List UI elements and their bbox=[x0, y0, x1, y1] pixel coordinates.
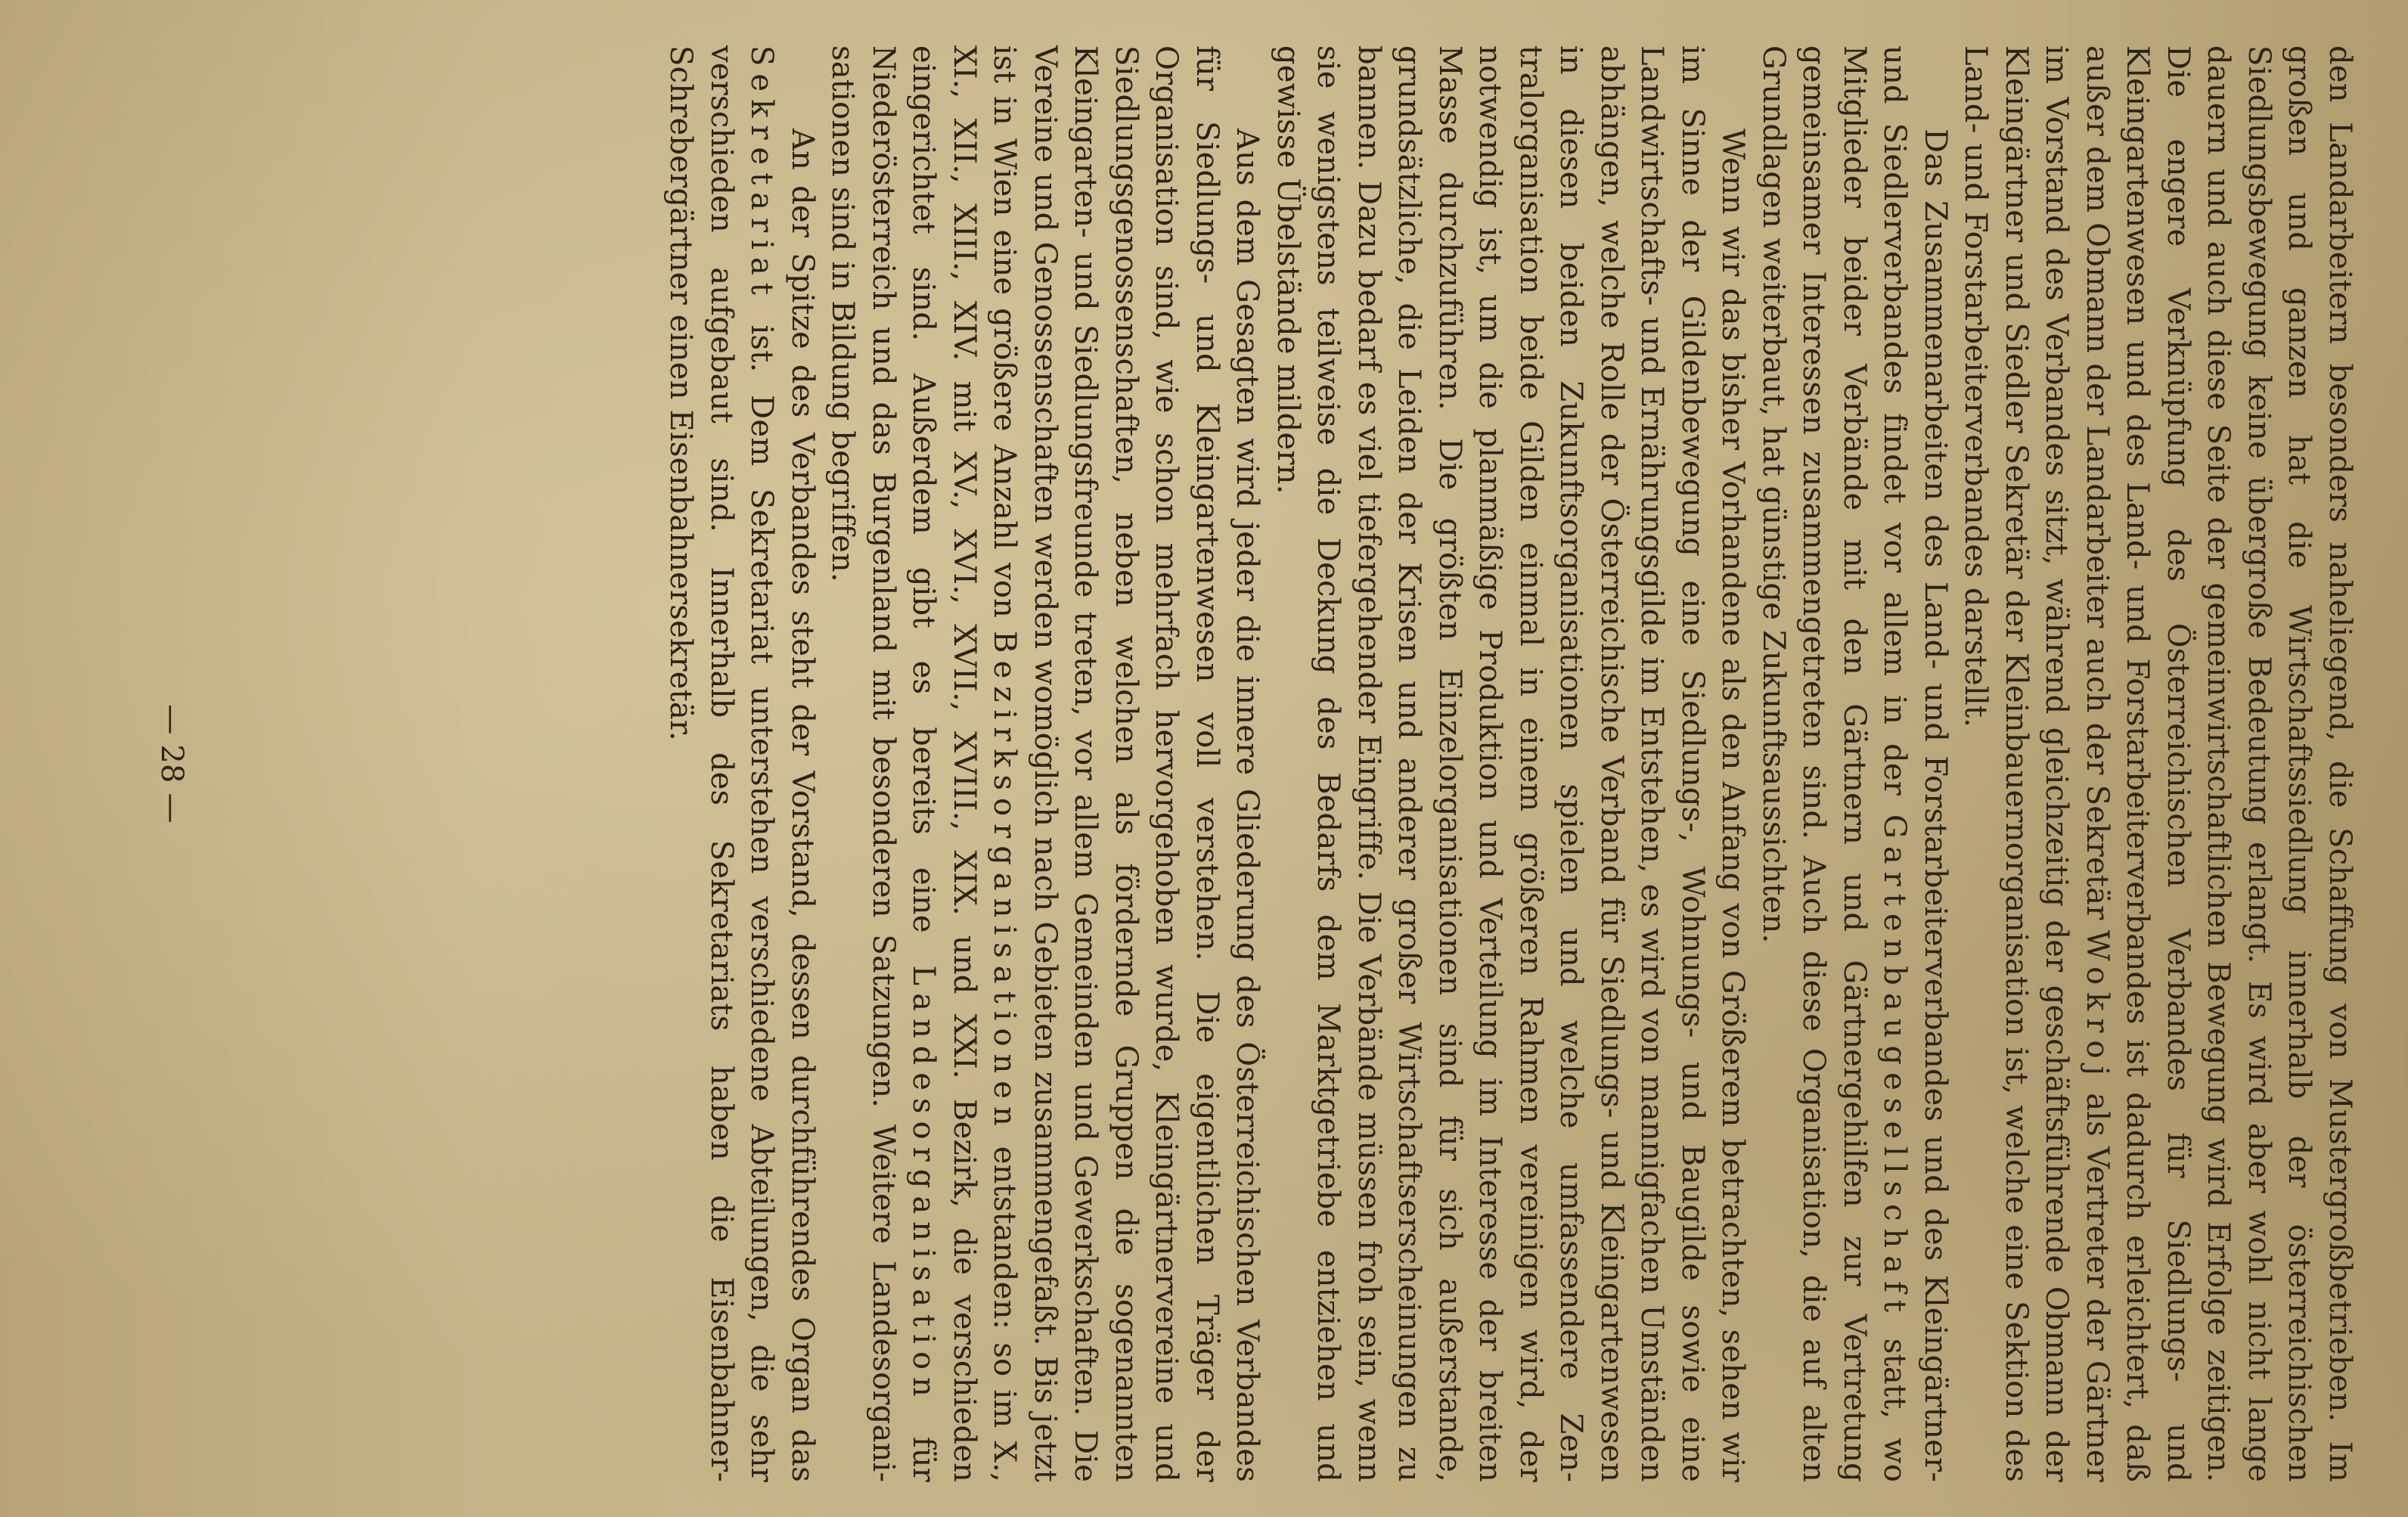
paragraph bbox=[822, 45, 1268, 1482]
page-number: — 28 — bbox=[154, 704, 190, 824]
paragraph-text: entstanden: so im X., XI., XII., XIII., XIV. mit XV., XVI., XVII., XVIII., XIX. und XXI. Bezirk, die verschieden eingerichtet sind. Außerdem gibt es bereits eine bbox=[906, 45, 1022, 1482]
paragraph-text: ist. Dem Sekretariat unterstehen verschiedene Abteilungen, die sehr verschieden aufgebaut sind. Innerhalb des Sekretariats haben die Eisenbahner-Schrebergärtner einen Eisenbahnersekretär. bbox=[663, 45, 780, 1482]
paragraph bbox=[660, 45, 822, 1482]
spaced-emphasis-text: Bezirksorganisationen bbox=[987, 631, 1022, 1134]
paragraph bbox=[1753, 45, 1956, 1482]
paragraph-text: Wenn wir das bisher Vorhandene als den Anfang von Größerem betrachten, sehen wir im Sinne der Gildenbewegung eine Siedlungs-, Wohnungs- und Baugilde sowie eine Landwirtschafts- und Ernährungsgilde im Entstehen, es wird von mannigfachen Umständen abhängen, welche Rolle der Österreichische Verband für Siedlungs- und Kleingartenwesen in diesen beiden Zukunftsorganisationen spielen und welche umfassendere Zentralorganisation beide Gilden einmal in einem größeren Rahmen vereinigen wird, der notwendig ist, um die planmäßige Produktion und Verteilung im Interesse der breiten Masse durchzuführen. Die größten Einzelorganisationen sind für sich außerstande, grundsätzliche, die Leiden der Krisen und anderer großer Wirtschaftserscheinungen zu bannen. Dazu bedarf es viel tiefergehender Eingriffe. Die Verbände müssen froh sein, wenn sie wenigstens teilweise die Deckung des Bedarfs dem Marktgetriebe entziehen und gewisse Übelstände mildern. bbox=[1271, 45, 1751, 1482]
paragraph bbox=[1955, 45, 2360, 1482]
spaced-emphasis-text: Gartenbaugesellschaft bbox=[1877, 814, 1913, 1320]
paragraph-text: An der Spitze des Verbandes steht der Vorstand, dessen durchführendes Organ das bbox=[785, 129, 820, 1482]
spaced-emphasis-text: Sekretariat bbox=[744, 45, 780, 302]
paragraph-text: den Landarbeitern besonders naheliegend, die Schaffung von Mustergroßbetrieben. Im großen und ganzen hat die Wirtschaftssiedlung innerhalb der österreichischen Siedlungsbewegung keine übergroße Bedeutung erlangt. Es wird aber wohl nicht lange dauern und auch diese Seite der gemeinwirtschaftlichen Bewegung wird Erfolge zeitigen. Die engere Verknüpfung des Österreichischen Verbandes für Siedlungs- und Kleingartenwesen und des Land- und Forstarbeiterverbandes ist dadurch erleichtert, daß außer dem Obmann der Landarbeiter auch der Sekretär bbox=[2080, 45, 2357, 1482]
paragraph-text: Aus dem Gesagten wird jeder die innere Gliederung des Österreichischen Verbandes für Siedlungs- und Kleingartenwesen voll verstehen. Die eigentlichen Träger der Organisation sind, wie schon mehrfach hervorgehoben wurde, Kleingärtnervereine und Siedlungsgenossenschaften, neben welchen als fördernde Gruppen die sogenannten Kleingarten- und Siedlungsfreunde treten, vor allem Gemeinden und Gewerkschaften. Die Vereine und Genossenschaften werden womöglich nach Gebieten zusammengefaßt. Bis jetzt ist in Wien eine größere Anzahl von bbox=[987, 45, 1265, 1482]
page-body-text bbox=[660, 45, 2360, 1482]
spaced-emphasis-text: Wokroj bbox=[2080, 929, 2115, 1084]
paragraph-text: für Niederösterreich und das Burgenland mit besonderen Satzungen. Weitere Landesorganisationen sind in Bildung begriffen. bbox=[825, 45, 942, 1483]
paragraph-text: statt, wo Mitglieder beider Verbände mit den Gärtnern und Gärtnergehilfen zur Vertretung gemeinsamer Interessen zusammengetreten sind. Auch diese Organisation, die auf alten Grundlagen weiterbaut, hat günstige Zukunftsaussichten. bbox=[1756, 45, 1913, 1482]
paragraph-text: Das Zusammenarbeiten des Land- und Forstarbeiterverbandes und des Kleingärtner- und Siedlerverbandes findet vor allem in der bbox=[1877, 45, 1953, 1482]
paragraph-text: als Vertreter der Gärtner im Vorstand des Verbandes sitzt, während gleichzeitig der geschäftsführende Obmann der Kleingärtner und Siedler Sekretär der Kleinbauernorganisation ist, welche eine Sektion des Land- und Forstarbeiterverbandes darstellt. bbox=[1958, 45, 2115, 1482]
spaced-emphasis-text: Landesorganisation bbox=[906, 965, 942, 1404]
paragraph bbox=[1268, 45, 1753, 1482]
rotated-book-page bbox=[121, 45, 2360, 1482]
